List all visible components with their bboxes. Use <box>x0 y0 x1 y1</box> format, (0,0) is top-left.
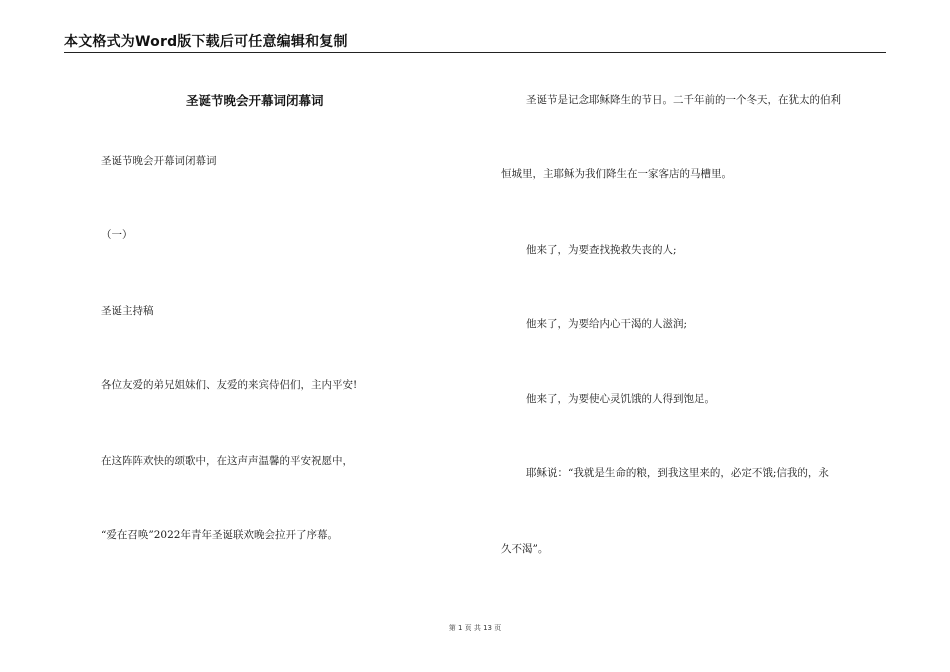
left-paragraph-6: “爱在召唤”2022年青年圣诞联欢晚会拉开了序幕。 <box>101 529 338 541</box>
right-paragraph-1: 圣诞节是记念耶稣降生的节日。二千年前的一个冬天，在犹太的伯利 <box>526 94 841 106</box>
page-number: 第 1 页 共 13 页 <box>448 624 502 632</box>
download-banner: 本文格式为Word版下载后可任意编辑和复制 <box>64 34 348 50</box>
left-paragraph-2: （一） <box>101 229 133 241</box>
header-divider <box>64 52 886 53</box>
right-paragraph-3: 他来了，为要查找挽救失丧的人; <box>526 244 677 256</box>
left-paragraph-4: 各位友爱的弟兄姐妹们、友爱的来宾侍侣们，主内平安! <box>101 379 358 391</box>
left-paragraph-3: 圣诞主持稿 <box>101 305 154 317</box>
right-paragraph-4: 他来了，为要给内心干渴的人滋润; <box>526 318 688 330</box>
right-paragraph-5: 他来了，为要使心灵饥饿的人得到饱足。 <box>526 393 715 405</box>
right-paragraph-2: 恒城里，主耶稣为我们降生在一家客店的马槽里。 <box>501 168 732 180</box>
left-paragraph-5: 在这阵阵欢快的颂歌中，在这声声温馨的平安祝愿中， <box>101 455 353 467</box>
right-paragraph-7: 久不渴”。 <box>501 543 549 555</box>
left-paragraph-1: 圣诞节晚会开幕词闭幕词 <box>101 155 217 167</box>
right-paragraph-6: 耶稣说：“我就是生命的粮，到我这里来的，必定不饿;信我的，永 <box>526 467 829 479</box>
document-title: 圣诞节晚会开幕词闭幕词 <box>186 93 324 108</box>
